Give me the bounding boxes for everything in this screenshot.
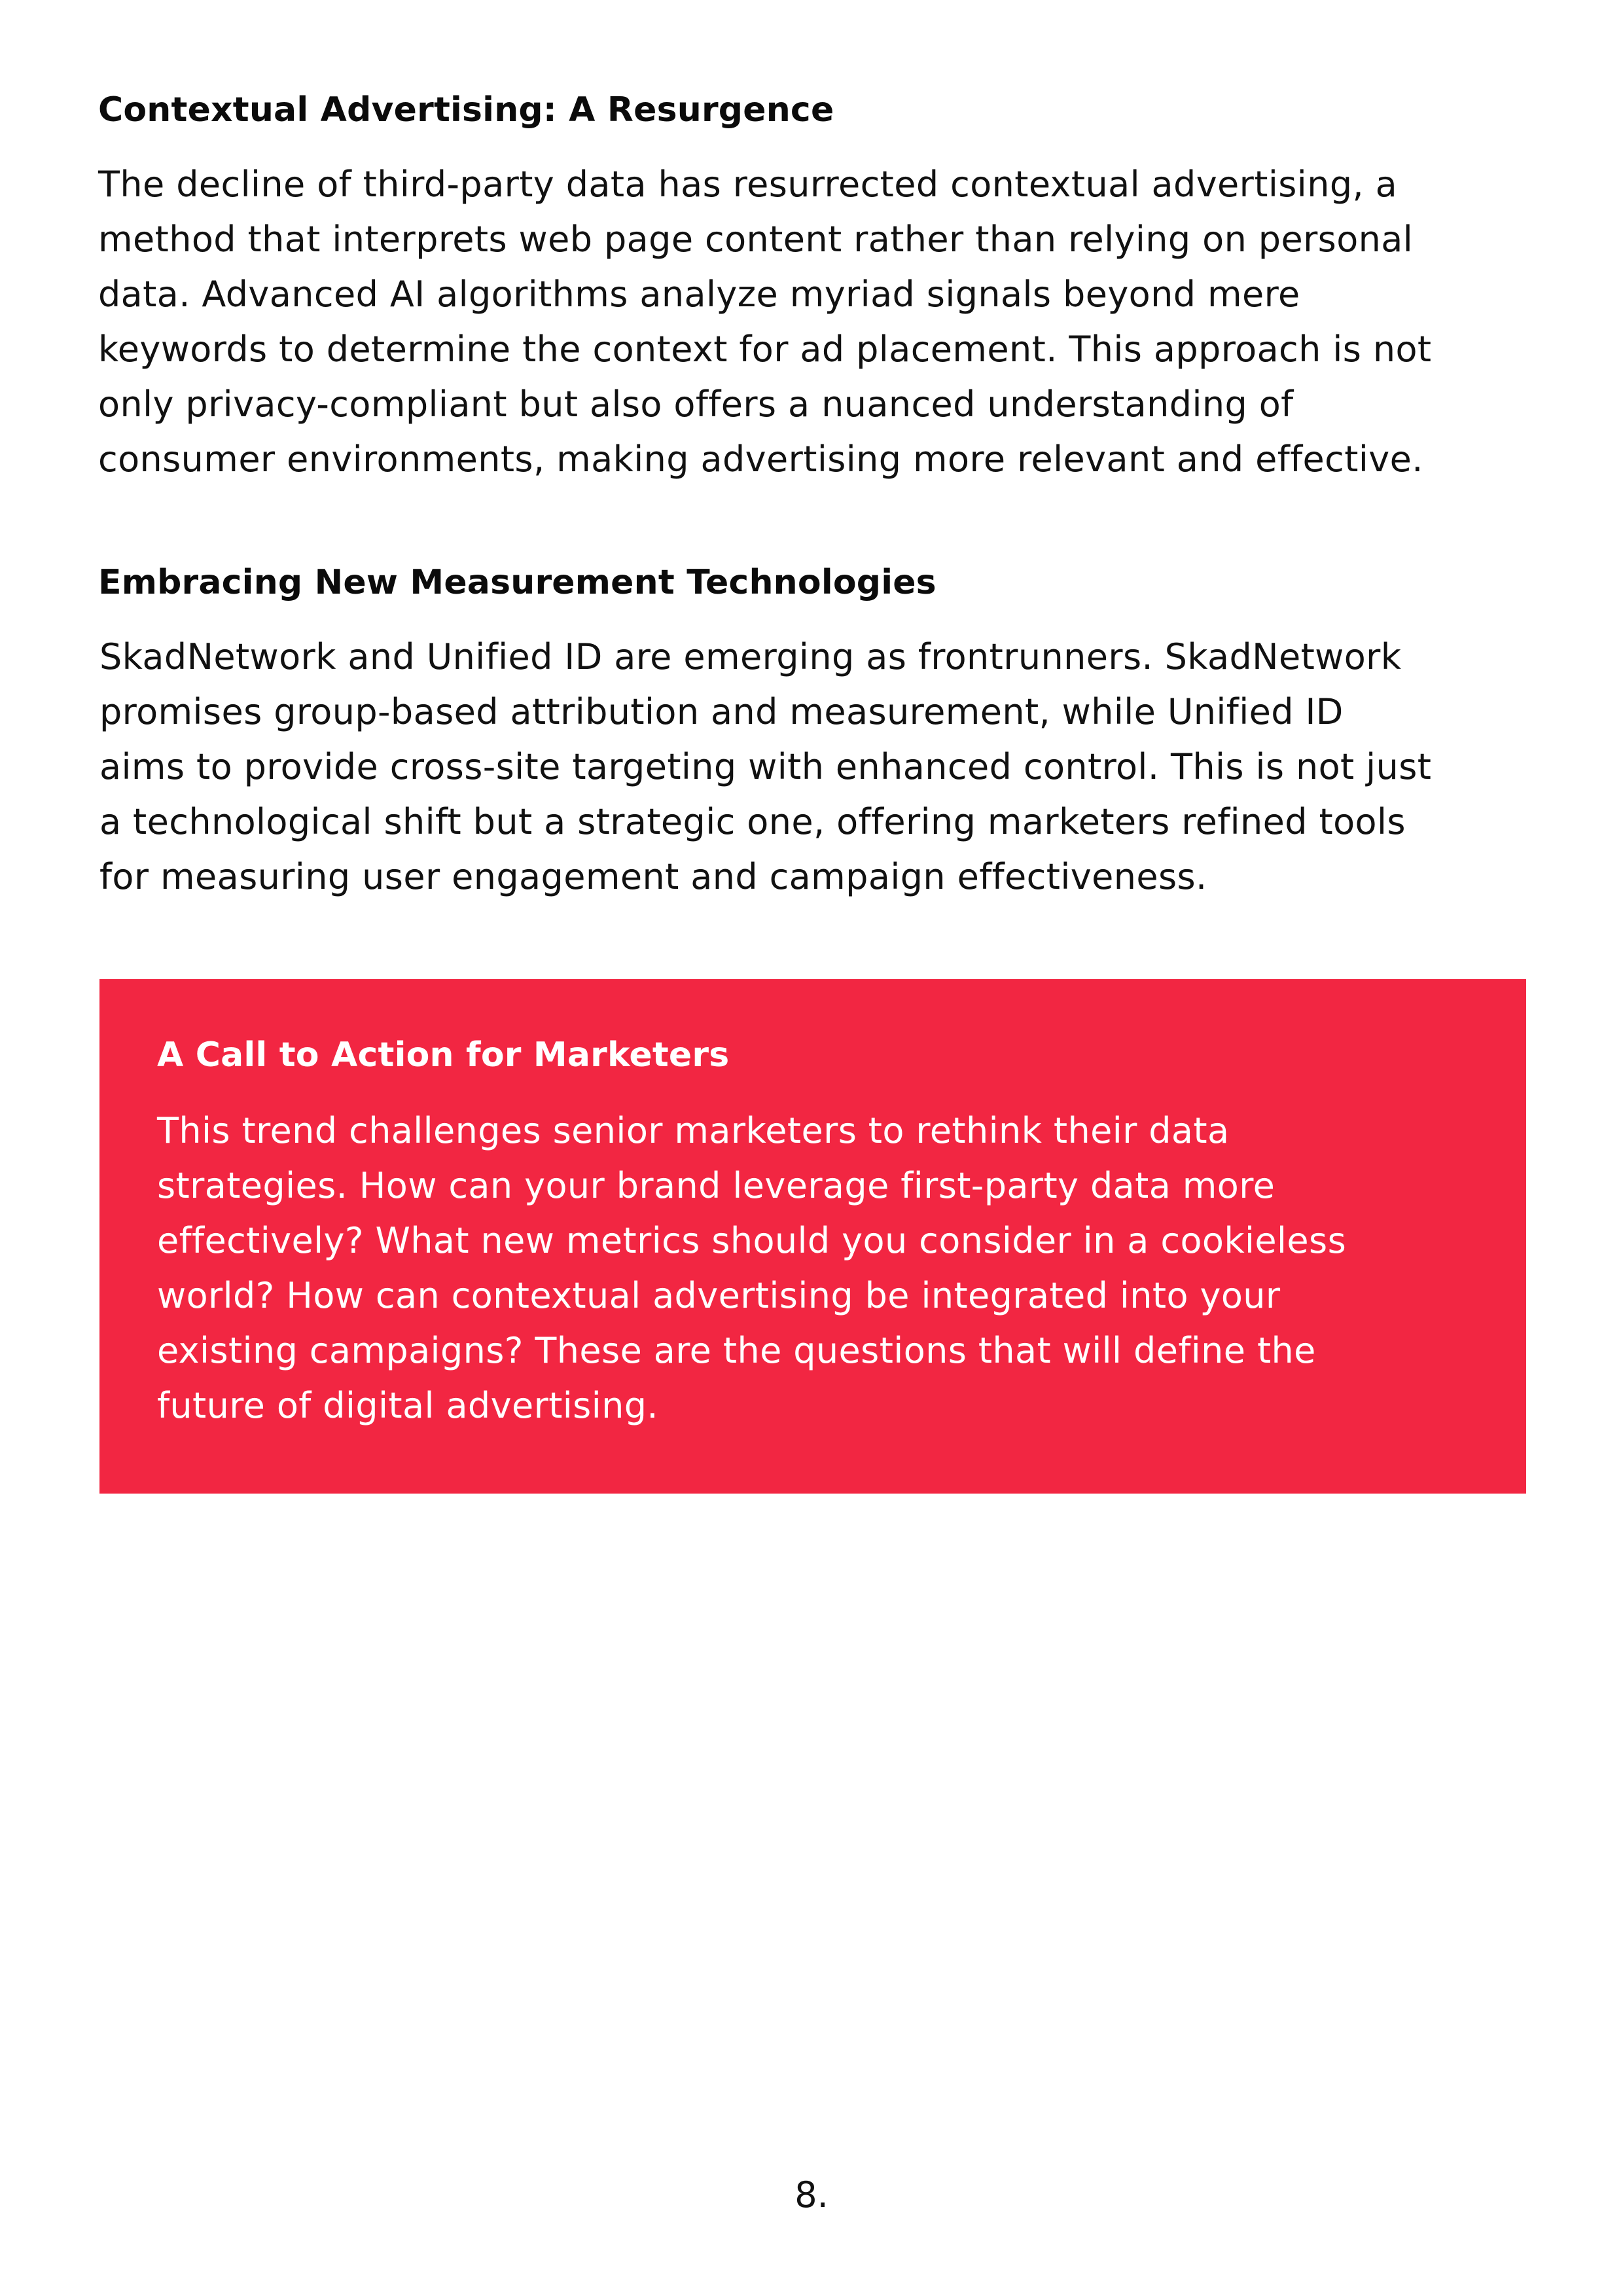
paragraph-line: existing campaigns? These are the questions that will define the <box>157 1330 1316 1371</box>
callout-heading: A Call to Action for Marketers <box>157 1035 730 1075</box>
paragraph-line: future of digital advertising. <box>157 1385 658 1426</box>
paragraph-line: aims to provide cross-site targeting with enhanced control. This is not just <box>99 746 1432 787</box>
paragraph-line: SkadNetwork and Unified ID are emerging as frontrunners. SkadNetwork <box>99 636 1402 677</box>
callout-paragraph <box>157 1103 1346 1433</box>
section-paragraph-measurement-technologies <box>99 630 1431 905</box>
section-heading-measurement-technologies: Embracing New Measurement Technologies <box>98 563 936 602</box>
section-heading-contextual-advertising: Contextual Advertising: A Resurgence <box>98 90 834 130</box>
paragraph-line: data. Advanced AI algorithms analyze myriad signals beyond mere <box>98 274 1300 315</box>
paragraph-line: world? How can contextual advertising be integrated into your <box>157 1275 1281 1316</box>
paragraph-line: consumer environments, making advertising more relevant and effective. <box>98 439 1423 480</box>
paragraph-line: The decline of third-party data has resurrected contextual advertising, a <box>98 164 1398 205</box>
paragraph-line: keywords to determine the context for ad placement. This approach is not <box>98 329 1432 370</box>
paragraph-line: a technological shift but a strategic one, offering marketers refined tools <box>99 801 1406 842</box>
section-paragraph-contextual-advertising <box>98 157 1431 487</box>
paragraph-line: only privacy-compliant but also offers a nuanced understanding of <box>98 384 1294 425</box>
page-number: 8. <box>794 2174 829 2215</box>
paragraph-line: strategies. How can your brand leverage first-party data more <box>157 1165 1275 1206</box>
paragraph-line: This trend challenges senior marketers to rethink their data <box>157 1110 1230 1151</box>
paragraph-line: for measuring user engagement and campaign effectiveness. <box>99 856 1207 897</box>
paragraph-line: method that interprets web page content rather than relying on personal <box>98 219 1414 260</box>
paragraph-line: effectively? What new metrics should you consider in a cookieless <box>157 1220 1347 1261</box>
paragraph-line: promises group-based attribution and measurement, while Unified ID <box>99 691 1344 732</box>
call-to-action-callout-box <box>99 979 1526 1494</box>
